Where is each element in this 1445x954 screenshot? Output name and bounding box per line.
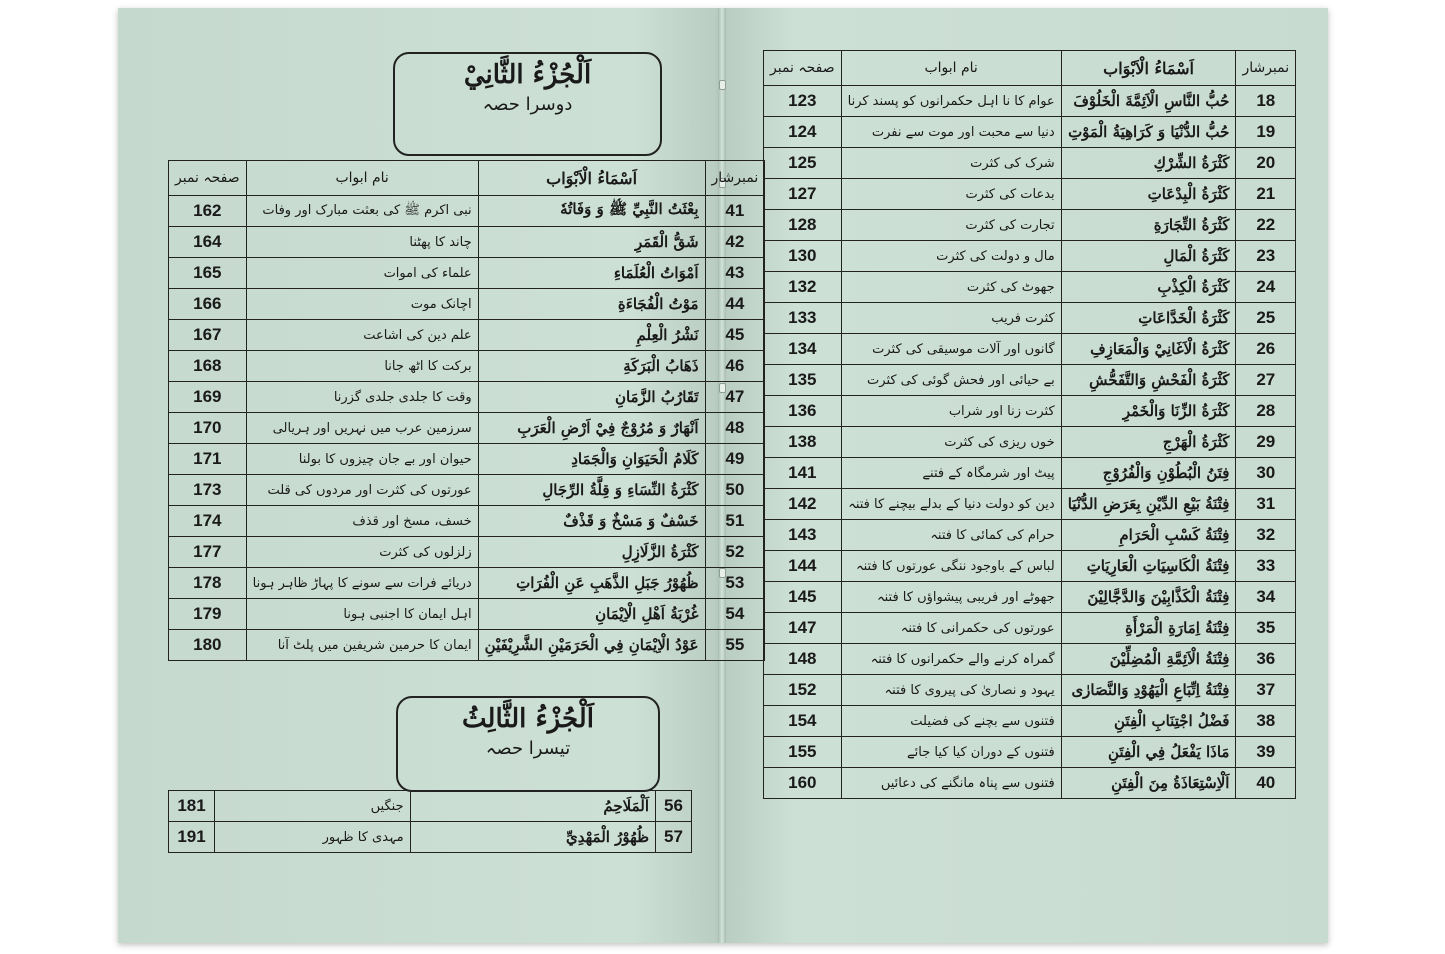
table-row — [169, 196, 765, 227]
open-book — [118, 8, 1328, 943]
serial-number: 49 — [705, 444, 765, 475]
serial-number: 54 — [705, 599, 765, 630]
arabic-title: اَمْوَاتُ الْعُلَمَاءِ — [478, 258, 705, 289]
header-page: صفحہ نمبر — [764, 51, 842, 86]
table-row — [764, 675, 1296, 706]
arabic-title: تَقَارُبُ الزَّمَانِ — [478, 382, 705, 413]
arabic-title: مَاذَا يَفْعَلُ فِي الْفِتَنِ — [1061, 737, 1236, 768]
header-serial: نمبرشار — [705, 161, 765, 196]
binding-staple — [719, 80, 726, 90]
serial-number: 45 — [705, 320, 765, 351]
urdu-title: عورتوں کی کثرت اور مردوں کی قلت — [246, 475, 478, 506]
part3-title: اَلْجُزْءُ الثَّالِثُ — [462, 704, 594, 734]
page-number: 174 — [169, 506, 247, 537]
urdu-title: بے حیائی اور فحش گوئی کی کثرت — [841, 365, 1061, 396]
serial-number: 30 — [1236, 458, 1296, 489]
urdu-title: جنگیں — [215, 791, 411, 822]
serial-number: 56 — [656, 791, 692, 822]
arabic-title: خَسْفٌ وَ مَسْخٌ وَ قَذْفٌ — [478, 506, 705, 537]
serial-number: 21 — [1236, 179, 1296, 210]
arabic-title: كَثْرَةُ الْهَرْجِ — [1061, 427, 1236, 458]
table-row — [169, 537, 765, 568]
table-row — [169, 289, 765, 320]
page-number: 160 — [764, 768, 842, 799]
arabic-title: فِتَنُ الْبُطُوْنِ وَالْفُرُوْجِ — [1061, 458, 1236, 489]
arabic-title: كَثْرَةُ الْفَحْشِ وَالتَّفَحُّشِ — [1061, 365, 1236, 396]
urdu-title: مہدی کا ظہور — [215, 822, 411, 853]
urdu-title: جھوٹ کی کثرت — [841, 272, 1061, 303]
urdu-title: ایمان کا حرمین شریفین میں پلٹ آنا — [246, 630, 478, 661]
arabic-title: ظُهُوْرُ جَبَلِ الذَّهَبِ عَنِ الْفُرَاتِ — [478, 568, 705, 599]
arabic-title: فِتْنَةُ اِمَارَةِ الْمَرْأَةِ — [1061, 613, 1236, 644]
part2-title: اَلْجُزْءُ الثَّانِيْ — [463, 60, 592, 90]
table-row — [764, 551, 1296, 582]
urdu-title: بدعات کی کثرت — [841, 179, 1061, 210]
page-number: 130 — [764, 241, 842, 272]
serial-number: 35 — [1236, 613, 1296, 644]
serial-number: 18 — [1236, 86, 1296, 117]
urdu-title: دین کو دولت دنیا کے بدلے بیچنے کا فتنہ — [841, 489, 1061, 520]
urdu-title: نبی اکرم ﷺ کی بعثت مبارک اور وفات — [246, 196, 478, 227]
page-number: 144 — [764, 551, 842, 582]
arabic-title: فِتْنَةُ اِتِّبَاعِ الْيَهُوْدِ وَالنَّصَارٰى — [1061, 675, 1236, 706]
page-number: 169 — [169, 382, 247, 413]
urdu-title: خسف، مسخ اور قذف — [246, 506, 478, 537]
serial-number: 48 — [705, 413, 765, 444]
serial-number: 39 — [1236, 737, 1296, 768]
table-row — [169, 227, 765, 258]
page-number: 141 — [764, 458, 842, 489]
table-row — [764, 210, 1296, 241]
table-row — [169, 568, 765, 599]
table-row — [169, 351, 765, 382]
arabic-title: فِتْنَةُ الْكَاسِيَاتِ الْعَارِيَاتِ — [1061, 551, 1236, 582]
table-row — [764, 582, 1296, 613]
urdu-title: گانوں اور آلات موسیقی کی کثرت — [841, 334, 1061, 365]
serial-number: 32 — [1236, 520, 1296, 551]
page-number: 132 — [764, 272, 842, 303]
page-number: 168 — [169, 351, 247, 382]
urdu-title: عورتوں کی حکمرانی کا فتنہ — [841, 613, 1061, 644]
table-row — [169, 320, 765, 351]
page-number: 171 — [169, 444, 247, 475]
table-row — [764, 86, 1296, 117]
page-number: 154 — [764, 706, 842, 737]
page-number: 181 — [169, 791, 215, 822]
urdu-title: فتنوں سے پناہ مانگنے کی دعائیں — [841, 768, 1061, 799]
page-number: 165 — [169, 258, 247, 289]
page-number: 128 — [764, 210, 842, 241]
serial-number: 29 — [1236, 427, 1296, 458]
serial-number: 51 — [705, 506, 765, 537]
page-number: 143 — [764, 520, 842, 551]
serial-number: 44 — [705, 289, 765, 320]
table-row — [764, 334, 1296, 365]
table-row — [764, 427, 1296, 458]
arabic-title: عَوْدُ الْاِيْمَانِ فِي الْحَرَمَيْنِ الشَّرِيْفَيْنِ — [478, 630, 705, 661]
arabic-title: فِتْنَةُ الْاَئِمَّةِ الْمُضِلِّيْنَ — [1061, 644, 1236, 675]
right-index-table — [763, 50, 1296, 799]
urdu-title: فتنوں سے بچنے کی فضیلت — [841, 706, 1061, 737]
page-number: 173 — [169, 475, 247, 506]
serial-number: 41 — [705, 196, 765, 227]
table-row — [169, 413, 765, 444]
arabic-title: فِتْنَةُ الْكَذَّابِيْنَ وَالدَّجَّالِيْنَ — [1061, 582, 1236, 613]
part2-heading — [393, 52, 662, 156]
arabic-title: كَثْرَةُ الْمَالِ — [1061, 241, 1236, 272]
table-row — [169, 444, 765, 475]
urdu-title: شرک کی کثرت — [841, 148, 1061, 179]
arabic-title: كَلَامُ الْحَيَوَانِ وَالْجَمَادِ — [478, 444, 705, 475]
table-row — [169, 382, 765, 413]
table-row — [764, 148, 1296, 179]
arabic-title: اَلْمَلَاحِمُ — [410, 791, 655, 822]
table-row — [169, 822, 692, 853]
page-number: 178 — [169, 568, 247, 599]
arabic-title: فَضْلُ اجْتِنَابِ الْفِتَنِ — [1061, 706, 1236, 737]
page-number: 127 — [764, 179, 842, 210]
urdu-title: زلزلوں کی کثرت — [246, 537, 478, 568]
page-number: 177 — [169, 537, 247, 568]
urdu-title: برکت کا اٹھ جانا — [246, 351, 478, 382]
serial-number: 19 — [1236, 117, 1296, 148]
page-number: 133 — [764, 303, 842, 334]
page-number: 148 — [764, 644, 842, 675]
arabic-title: نَشْرُ الْعِلْمِ — [478, 320, 705, 351]
serial-number: 40 — [1236, 768, 1296, 799]
urdu-title: اہل ایمان کا اجنبی ہونا — [246, 599, 478, 630]
urdu-title: دنیا سے محبت اور موت سے نفرت — [841, 117, 1061, 148]
arabic-title: شَقُّ الْقَمَرِ — [478, 227, 705, 258]
serial-number: 43 — [705, 258, 765, 289]
page-number: 152 — [764, 675, 842, 706]
header-page: صفحہ نمبر — [169, 161, 247, 196]
table-row — [764, 117, 1296, 148]
table-row — [169, 475, 765, 506]
table-header-row — [764, 51, 1296, 86]
serial-number: 36 — [1236, 644, 1296, 675]
serial-number: 38 — [1236, 706, 1296, 737]
part3-index-table — [168, 790, 692, 853]
table-row — [764, 613, 1296, 644]
page-number: 147 — [764, 613, 842, 644]
page-number: 170 — [169, 413, 247, 444]
arabic-title: كَثْرَةُ الْاَغَانِيْ وَالْمَعَازِفِ — [1061, 334, 1236, 365]
page-number: 162 — [169, 196, 247, 227]
urdu-title: علماء کی اموات — [246, 258, 478, 289]
arabic-title: غُرْبَةُ اَهْلِ الْاِيْمَانِ — [478, 599, 705, 630]
part3-heading — [396, 696, 660, 792]
serial-number: 46 — [705, 351, 765, 382]
part3-subtitle: تیسرا حصہ — [485, 738, 571, 759]
urdu-title: حرام کی کمائی کا فتنہ — [841, 520, 1061, 551]
urdu-title: چاند کا پھٹنا — [246, 227, 478, 258]
serial-number: 33 — [1236, 551, 1296, 582]
serial-number: 34 — [1236, 582, 1296, 613]
arabic-title: ظُهُوْرُ الْمَهْدِيِّ — [410, 822, 655, 853]
arabic-title: كَثْرَةُ الزَّلَازِلِ — [478, 537, 705, 568]
arabic-title: فِتْنَةُ بَيْعِ الدِّيْنِ بِعَرَضِ الدُّنْيَا — [1061, 489, 1236, 520]
table-row — [764, 489, 1296, 520]
page-number: 123 — [764, 86, 842, 117]
serial-number: 57 — [656, 822, 692, 853]
page-number: 136 — [764, 396, 842, 427]
serial-number: 31 — [1236, 489, 1296, 520]
serial-number: 50 — [705, 475, 765, 506]
urdu-title: لباس کے باوجود ننگی عورتوں کا فتنہ — [841, 551, 1061, 582]
urdu-title: وقت کا جلدی جلدی گزرنا — [246, 382, 478, 413]
urdu-title: اچانک موت — [246, 289, 478, 320]
page-number: 142 — [764, 489, 842, 520]
urdu-title: گمراہ کرنے والے حکمرانوں کا فتنہ — [841, 644, 1061, 675]
page-number: 191 — [169, 822, 215, 853]
urdu-title: خوں ریزی کی کثرت — [841, 427, 1061, 458]
page-number: 167 — [169, 320, 247, 351]
page-number: 166 — [169, 289, 247, 320]
page-number: 164 — [169, 227, 247, 258]
urdu-title: پیٹ اور شرمگاہ کے فتنے — [841, 458, 1061, 489]
table-row — [169, 630, 765, 661]
table-row — [169, 791, 692, 822]
page-number: 124 — [764, 117, 842, 148]
table-row — [764, 396, 1296, 427]
table-row — [764, 520, 1296, 551]
table-row — [764, 706, 1296, 737]
serial-number: 55 — [705, 630, 765, 661]
page-number: 145 — [764, 582, 842, 613]
arabic-title: حُبُّ الدُّنْيَا وَ كَرَاهِيَةُ الْمَوْتِ — [1061, 117, 1236, 148]
urdu-title: فتنوں کے دوران کیا کیا جائے — [841, 737, 1061, 768]
serial-number: 27 — [1236, 365, 1296, 396]
urdu-title: عوام کا نا اہل حکمرانوں کو پسند کرنا — [841, 86, 1061, 117]
urdu-title: حیوان اور بے جان چیزوں کا بولنا — [246, 444, 478, 475]
arabic-title: مَوْتُ الْفُجَاءَةِ — [478, 289, 705, 320]
page-number: 179 — [169, 599, 247, 630]
urdu-title: جھوٹے اور فریبی پیشواؤں کا فتنہ — [841, 582, 1061, 613]
page-number: 125 — [764, 148, 842, 179]
urdu-title: علم دین کی اشاعت — [246, 320, 478, 351]
urdu-title: مال و دولت کی کثرت — [841, 241, 1061, 272]
table-row — [764, 303, 1296, 334]
urdu-title: کثرت فریب — [841, 303, 1061, 334]
page-number: 134 — [764, 334, 842, 365]
serial-number: 42 — [705, 227, 765, 258]
header-serial: نمبرشار — [1236, 51, 1296, 86]
table-row — [764, 768, 1296, 799]
table-row — [764, 179, 1296, 210]
arabic-title: بِعْثَتُ النَّبِيِّ ﷺ وَ وَفَاتُهٗ — [478, 196, 705, 227]
table-row — [169, 506, 765, 537]
serial-number: 37 — [1236, 675, 1296, 706]
serial-number: 22 — [1236, 210, 1296, 241]
header-urdu: نام ابواب — [246, 161, 478, 196]
header-arabic: اَسْمَاءُ الْاَبْوَاب — [1061, 51, 1236, 86]
header-urdu: نام ابواب — [841, 51, 1061, 86]
urdu-title: دریائے فرات سے سونے کا پہاڑ ظاہر ہونا — [246, 568, 478, 599]
serial-number: 52 — [705, 537, 765, 568]
arabic-title: كَثْرَةُ النِّسَاءِ وَ قِلَّةُ الرِّجَالِ — [478, 475, 705, 506]
arabic-title: كَثْرَةُ الْبِدْعَاتِ — [1061, 179, 1236, 210]
serial-number: 23 — [1236, 241, 1296, 272]
page-number: 155 — [764, 737, 842, 768]
table-row — [169, 258, 765, 289]
arabic-title: كَثْرَةُ التِّجَارَةِ — [1061, 210, 1236, 241]
left-index-table — [168, 160, 765, 661]
serial-number: 28 — [1236, 396, 1296, 427]
serial-number: 24 — [1236, 272, 1296, 303]
table-row — [764, 644, 1296, 675]
page-number: 135 — [764, 365, 842, 396]
serial-number: 53 — [705, 568, 765, 599]
page-number: 138 — [764, 427, 842, 458]
arabic-title: كَثْرَةُ الْكِذْبِ — [1061, 272, 1236, 303]
serial-number: 25 — [1236, 303, 1296, 334]
table-row — [764, 365, 1296, 396]
serial-number: 20 — [1236, 148, 1296, 179]
urdu-title: یہود و نصاریٰ کی پیروی کا فتنہ — [841, 675, 1061, 706]
arabic-title: اَنْهَارٌ وَ مُرُوْجٌ فِيْ اَرْضِ الْعَرَبِ — [478, 413, 705, 444]
table-row — [169, 599, 765, 630]
arabic-title: ذَهَابُ الْبَرَكَةِ — [478, 351, 705, 382]
header-arabic: اَسْمَاءُ الْاَبْوَاب — [478, 161, 705, 196]
arabic-title: كَثْرَةُ الْخَدَّاعَاتِ — [1061, 303, 1236, 334]
table-row — [764, 737, 1296, 768]
page-number: 180 — [169, 630, 247, 661]
urdu-title: سرزمین عرب میں نہریں اور ہریالی — [246, 413, 478, 444]
urdu-title: تجارت کی کثرت — [841, 210, 1061, 241]
arabic-title: فِتْنَةُ كَسْبِ الْحَرَامِ — [1061, 520, 1236, 551]
table-row — [764, 272, 1296, 303]
arabic-title: حُبُّ النَّاسِ الْاَئِمَّةَ الْخَلُوْفَ — [1061, 86, 1236, 117]
arabic-title: اَلْاِسْتِعَاذَةُ مِنَ الْفِتَنِ — [1061, 768, 1236, 799]
table-row — [764, 241, 1296, 272]
arabic-title: كَثْرَةُ الشِّرْكِ — [1061, 148, 1236, 179]
serial-number: 47 — [705, 382, 765, 413]
urdu-title: کثرت زنا اور شراب — [841, 396, 1061, 427]
table-row — [764, 458, 1296, 489]
arabic-title: كَثْرَةُ الزِّنَا وَالْخَمْرِ — [1061, 396, 1236, 427]
table-header-row — [169, 161, 765, 196]
serial-number: 26 — [1236, 334, 1296, 365]
part2-subtitle: دوسرا حصہ — [482, 94, 573, 115]
